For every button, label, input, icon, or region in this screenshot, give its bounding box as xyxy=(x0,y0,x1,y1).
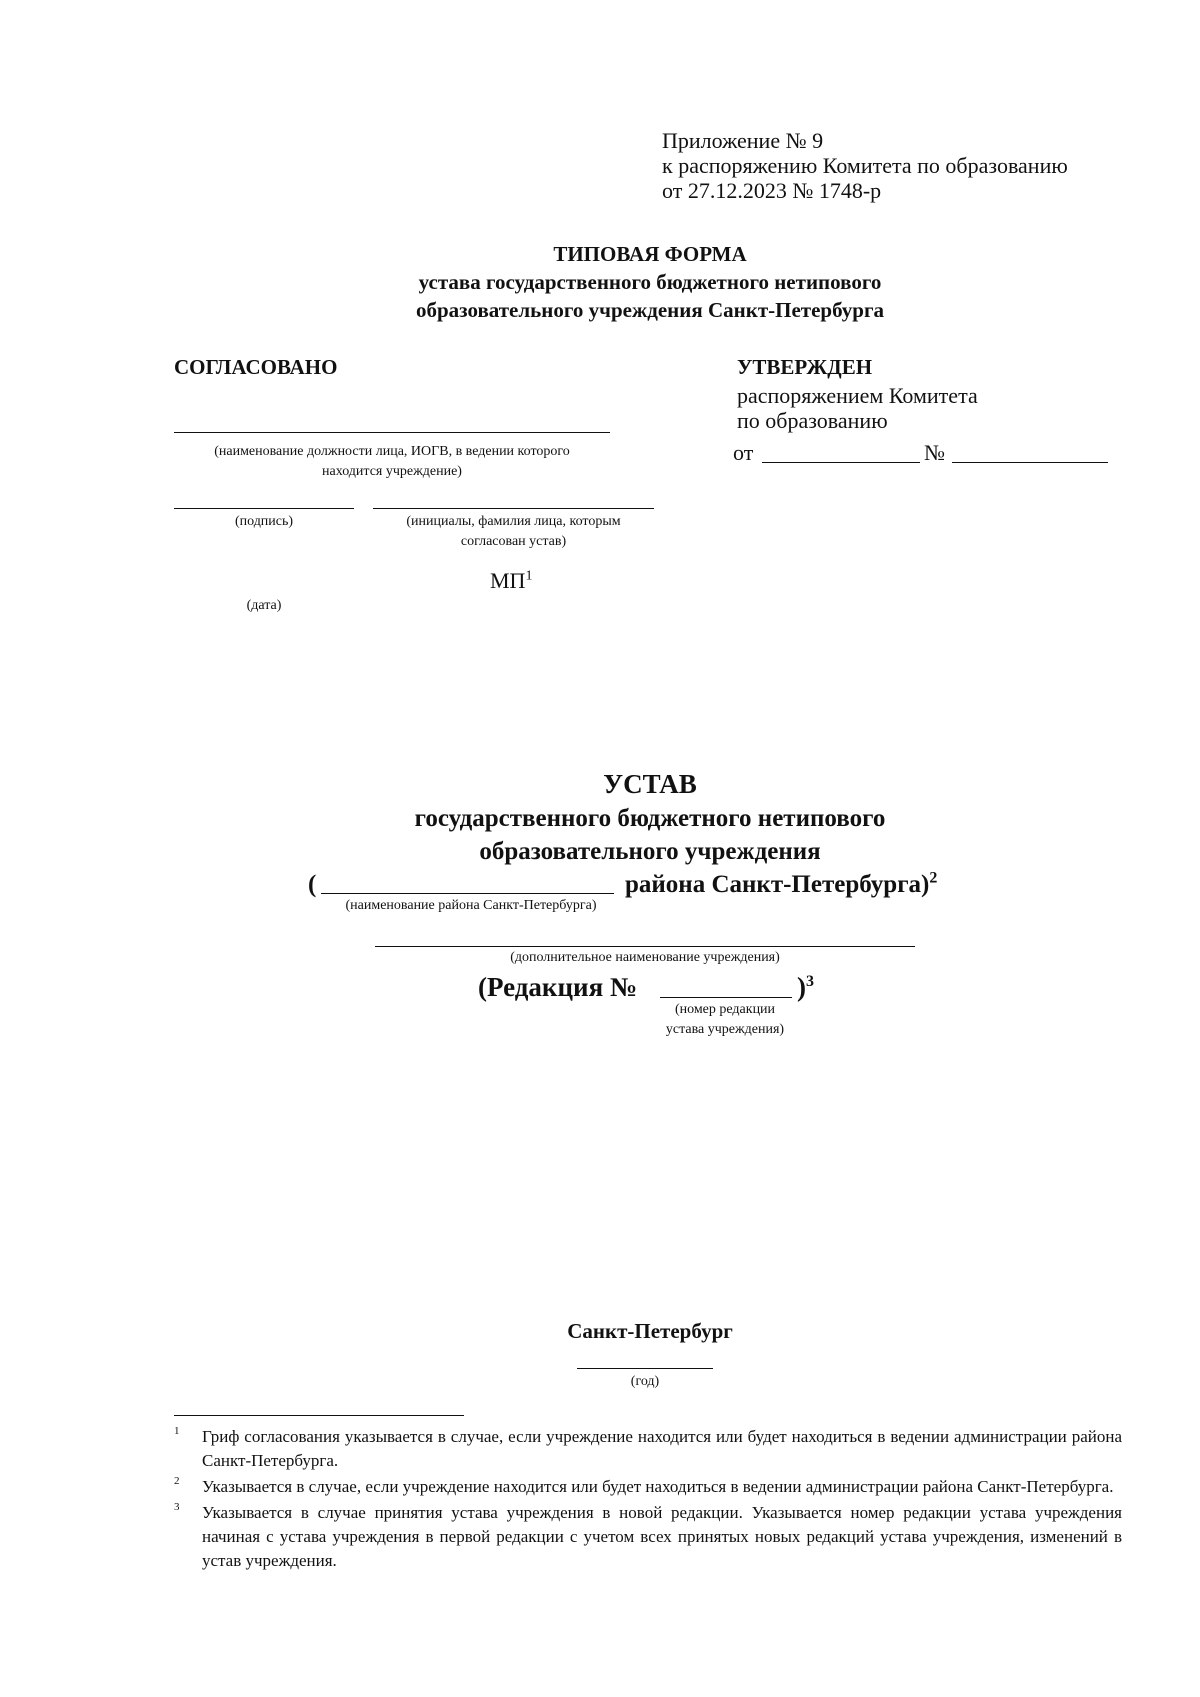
footnote-ref-1: 1 xyxy=(525,568,533,584)
district-open-paren: ( xyxy=(308,871,317,898)
footnotes xyxy=(174,1425,1122,1573)
signature-line xyxy=(174,508,354,509)
agreed-heading: СОГЛАСОВАНО xyxy=(174,355,338,379)
footnote-3 xyxy=(174,1501,1122,1573)
edition-number-line xyxy=(660,997,792,998)
position-caption-line1: (наименование должности лица, ИОГВ, в ведении которого xyxy=(214,444,570,459)
approved-heading: УТВЕРЖДЕН xyxy=(737,355,873,379)
position-caption xyxy=(174,442,610,482)
footnote-text-3: Указывается в случае принятия устава учреждения в новой редакции. Указывается номер редакции устава учреждения начиная с устава учреждения в первой редакции с учетом всех принятых новых редакций устава учреждения, изменений в устав учреждения. xyxy=(202,1503,1122,1570)
form-title-main: ТИПОВАЯ ФОРМА xyxy=(553,242,747,266)
edition-close-paren: ) xyxy=(797,972,806,1002)
edition-caption xyxy=(640,1000,810,1040)
footnote-separator xyxy=(174,1415,464,1416)
footnote-mark-1: 1 xyxy=(174,1425,180,1437)
approved-number-label: № xyxy=(924,440,945,465)
stamp-mark xyxy=(490,568,532,593)
approved-from-label: от xyxy=(733,440,754,465)
appendix-order-date: от 27.12.2023 № 1748-р xyxy=(662,178,882,203)
charter-subtitle-line1: государственного бюджетного нетипового xyxy=(414,805,886,832)
approved-number-line xyxy=(952,462,1108,463)
edition-caption-line1: (номер редакции xyxy=(674,1002,776,1017)
footnote-mark-3: 3 xyxy=(174,1501,180,1513)
footnote-mark-2: 2 xyxy=(174,1475,180,1487)
approved-date-line xyxy=(762,462,920,463)
district-blank-line xyxy=(321,893,614,894)
city: Санкт-Петербург xyxy=(567,1319,733,1343)
initials-caption xyxy=(373,512,654,552)
appendix-number: Приложение № 9 xyxy=(662,128,824,153)
additional-name-line xyxy=(375,946,915,947)
position-caption-line2: находится учреждение) xyxy=(322,464,462,479)
edition-label: (Редакция № xyxy=(478,972,638,1002)
form-title-line3: образовательного учреждения Санкт-Петербурга xyxy=(415,298,885,322)
initials-caption-line2: согласован устав) xyxy=(460,534,567,549)
edition-close xyxy=(797,970,814,1004)
approved-line2: по образованию xyxy=(737,408,888,433)
footnote-1 xyxy=(174,1425,1122,1473)
additional-name-caption: (дополнительное наименование учреждения) xyxy=(510,950,780,965)
footnote-2 xyxy=(174,1475,1122,1499)
footnote-text-2: Указывается в случае, если учреждение находится или будет находиться в ведении администрации района Санкт-Петербурга. xyxy=(202,1477,1114,1496)
footnote-ref-3: 3 xyxy=(806,973,814,990)
initials-line xyxy=(373,508,654,509)
charter-subtitle-line2: образовательного учреждения xyxy=(479,838,821,865)
position-line xyxy=(174,432,610,433)
district-suffix-text: района Санкт-Петербурга) xyxy=(625,871,930,898)
edition-caption-line2: устава учреждения) xyxy=(665,1022,785,1037)
charter-title: УСТАВ xyxy=(603,769,697,799)
year-caption: (год) xyxy=(630,1374,660,1389)
form-title-line2: устава государственного бюджетного нетипового xyxy=(418,270,882,294)
footnote-text-1: Гриф согласования указывается в случае, если учреждение находится или будет находиться в ведении администрации района Санкт-Петербурга. xyxy=(202,1427,1122,1470)
signature-caption: (подпись) xyxy=(234,514,294,529)
approved-text xyxy=(737,383,1157,433)
stamp-label: МП xyxy=(490,568,526,593)
district-suffix xyxy=(625,868,937,901)
footnote-ref-2: 2 xyxy=(929,869,938,887)
approved-line1: распоряжением Комитета xyxy=(737,383,978,408)
district-caption: (наименование района Санкт-Петербурга) xyxy=(345,898,597,913)
year-line xyxy=(577,1368,713,1369)
appendix-order-ref: к распоряжению Комитета по образованию xyxy=(662,153,1068,178)
date-caption: (дата) xyxy=(246,598,282,613)
form-title xyxy=(300,240,1000,324)
initials-caption-line1: (инициалы, фамилия лица, которым xyxy=(406,514,621,529)
charter-subtitle xyxy=(250,802,1050,868)
appendix-block xyxy=(662,128,1122,203)
